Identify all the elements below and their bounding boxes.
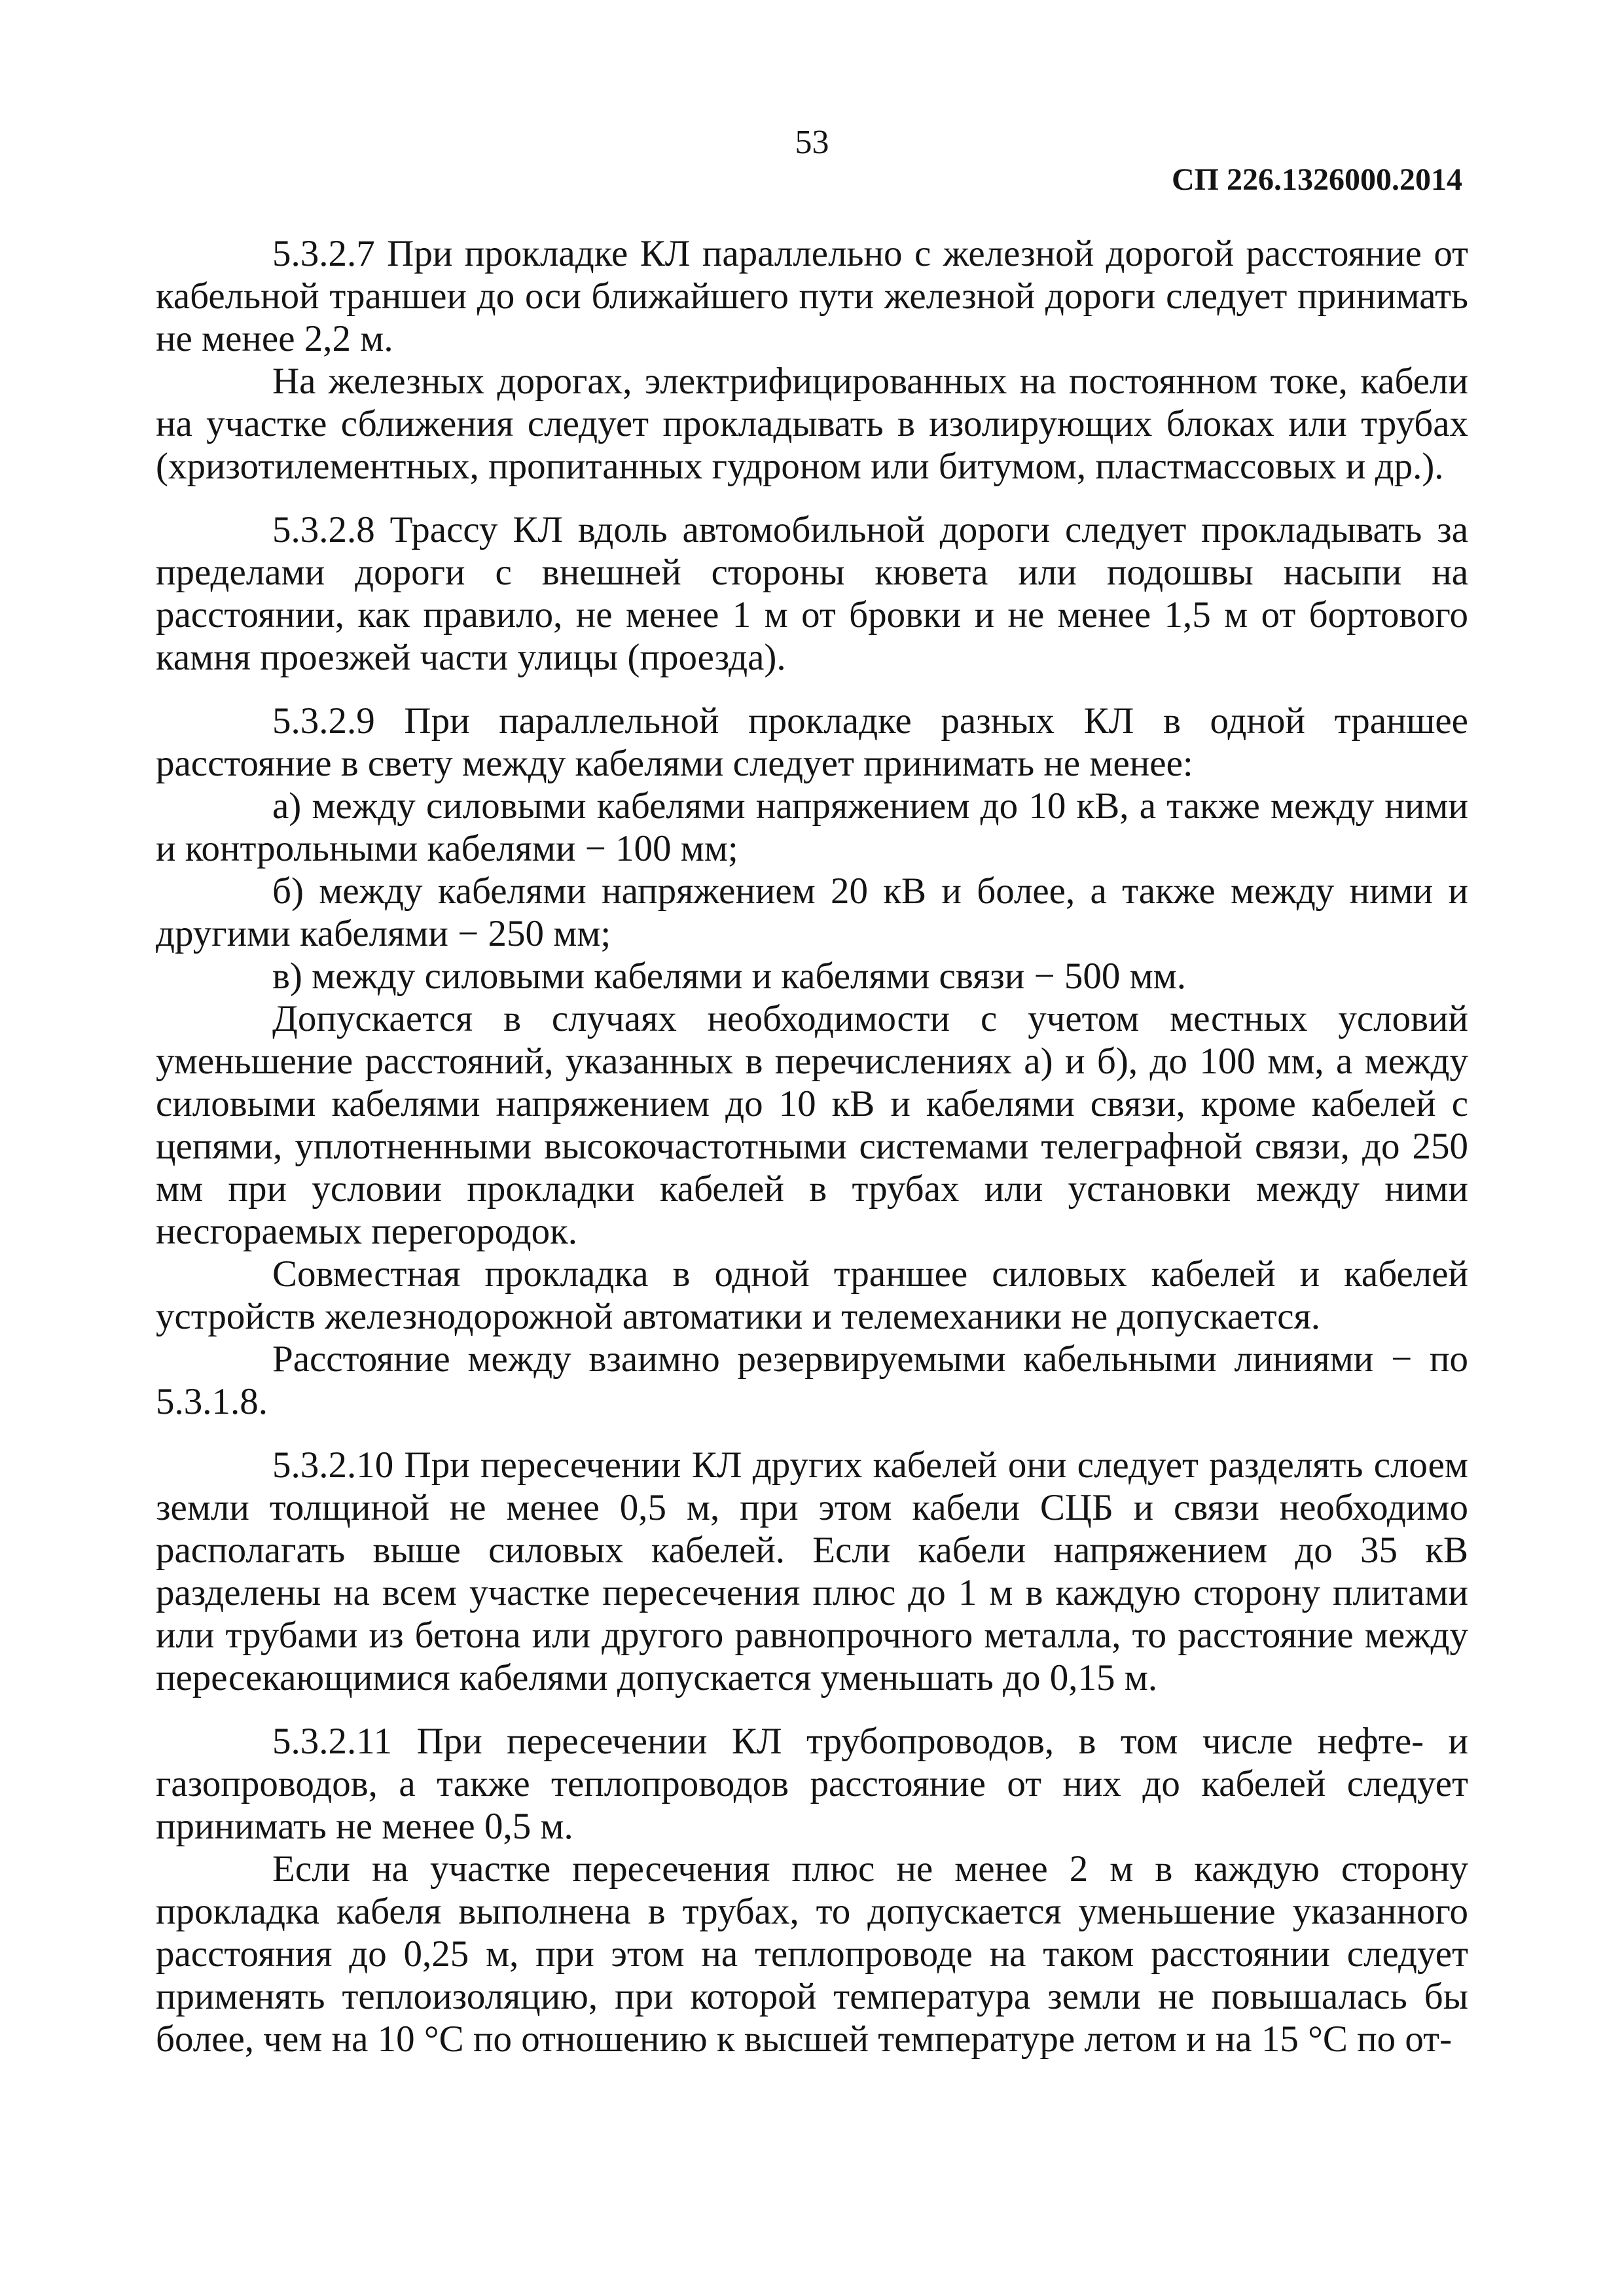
list-item-v: в) между силовыми кабелями и кабелями связи − 500 мм. [272, 956, 1186, 997]
document-body [156, 232, 1468, 2060]
paragraph-reserved-lines: Расстояние между взаимно резервируемыми кабельными линиями − по 5.3.1.8. [156, 1338, 1468, 1422]
paragraph-allowed-reduction: Допускается в случаях необходимости с учетом местных условий уменьшение расстояний, указанных в перечислениях а) и б), до 100 мм, а между силовыми кабелями напряжением до 10 кВ и кабелями связи, кроме кабелей с цепями, уплотненными высокочастотными системами телеграфной связи, до 250 мм при условии прокладки кабелей в трубах или установки между ними несгораемых перегородок. [156, 998, 1468, 1252]
paragraph-5-3-2-9: 5.3.2.9 При параллельной прокладке разных КЛ в одной траншее расстояние в свету между кабелями следует принимать не менее: [156, 700, 1468, 784]
paragraph-5-3-2-11: 5.3.2.11 При пересечении КЛ трубопроводов, в том числе нефте- и газопроводов, а также теплопроводов расстояние от них до кабелей следует принимать не менее 0,5 м. [156, 1721, 1468, 1847]
list-item-b: б) между кабелями напряжением 20 кВ и более, а также между ними и другими кабелями − 250 мм; [156, 870, 1468, 954]
paragraph-5-3-2-8: 5.3.2.8 Трассу КЛ вдоль автомобильной дороги следует прокладывать за пределами дороги с внешней стороны кювета или подошвы насыпи на расстоянии, как правило, не менее 1 м от бровки и не менее 1,5 м от бортового камня проезжей части улицы (проезда). [156, 509, 1468, 678]
paragraph-pipe-crossing: Если на участке пересечения плюс не менее 2 м в каждую сторону прокладка кабеля выполнена в трубах, то допускается уменьшение указанного расстояния до 0,25 м, при этом на теплопроводе на таком расстоянии следует применять теплоизоляцию, при которой температура земли не повышалась бы более, чем на 10 °С по отношению к высшей температуре летом и на 15 °С по от- [156, 1848, 1468, 2060]
paragraph-5-3-2-10: 5.3.2.10 При пересечении КЛ других кабелей они следует разделять слоем земли толщиной не менее 0,5 м, при этом кабели СЦБ и связи необходимо располагать выше силовых кабелей. Если кабели напряжением до 35 кВ разделены на всем участке пересечения плюс до 1 м в каждую сторону плитами или трубами из бетона или другого равнопрочного металла, то расстояние между пересекающимися кабелями допускается уменьшать до 0,15 м. [156, 1444, 1468, 1698]
paragraph-5-3-2-7: 5.3.2.7 При прокладке КЛ параллельно с железной дорогой расстояние от кабельной траншеи до оси ближайшего пути железной дороги следует принимать не менее 2,2 м. [156, 233, 1468, 359]
list-item-a: а) между силовыми кабелями напряжением до 10 кВ, а также между ними и контрольными кабелями − 100 мм; [156, 785, 1468, 869]
paragraph-joint-laying: Совместная прокладка в одной траншее силовых кабелей и кабелей устройств железнодорожной автоматики и телемеханики не допускается. [156, 1253, 1468, 1337]
document-code: СП 226.1326000.2014 [1172, 162, 1462, 197]
paragraph-electrified-railways: На железных дорогах, электрифицированных на постоянном токе, кабели на участке сближения следует прокладывать в изолирующих блоках или трубах (хризотилементных, пропитанных гудроном или битумом, пластмассовых и др.). [156, 361, 1468, 487]
page-number: 53 [795, 124, 829, 161]
